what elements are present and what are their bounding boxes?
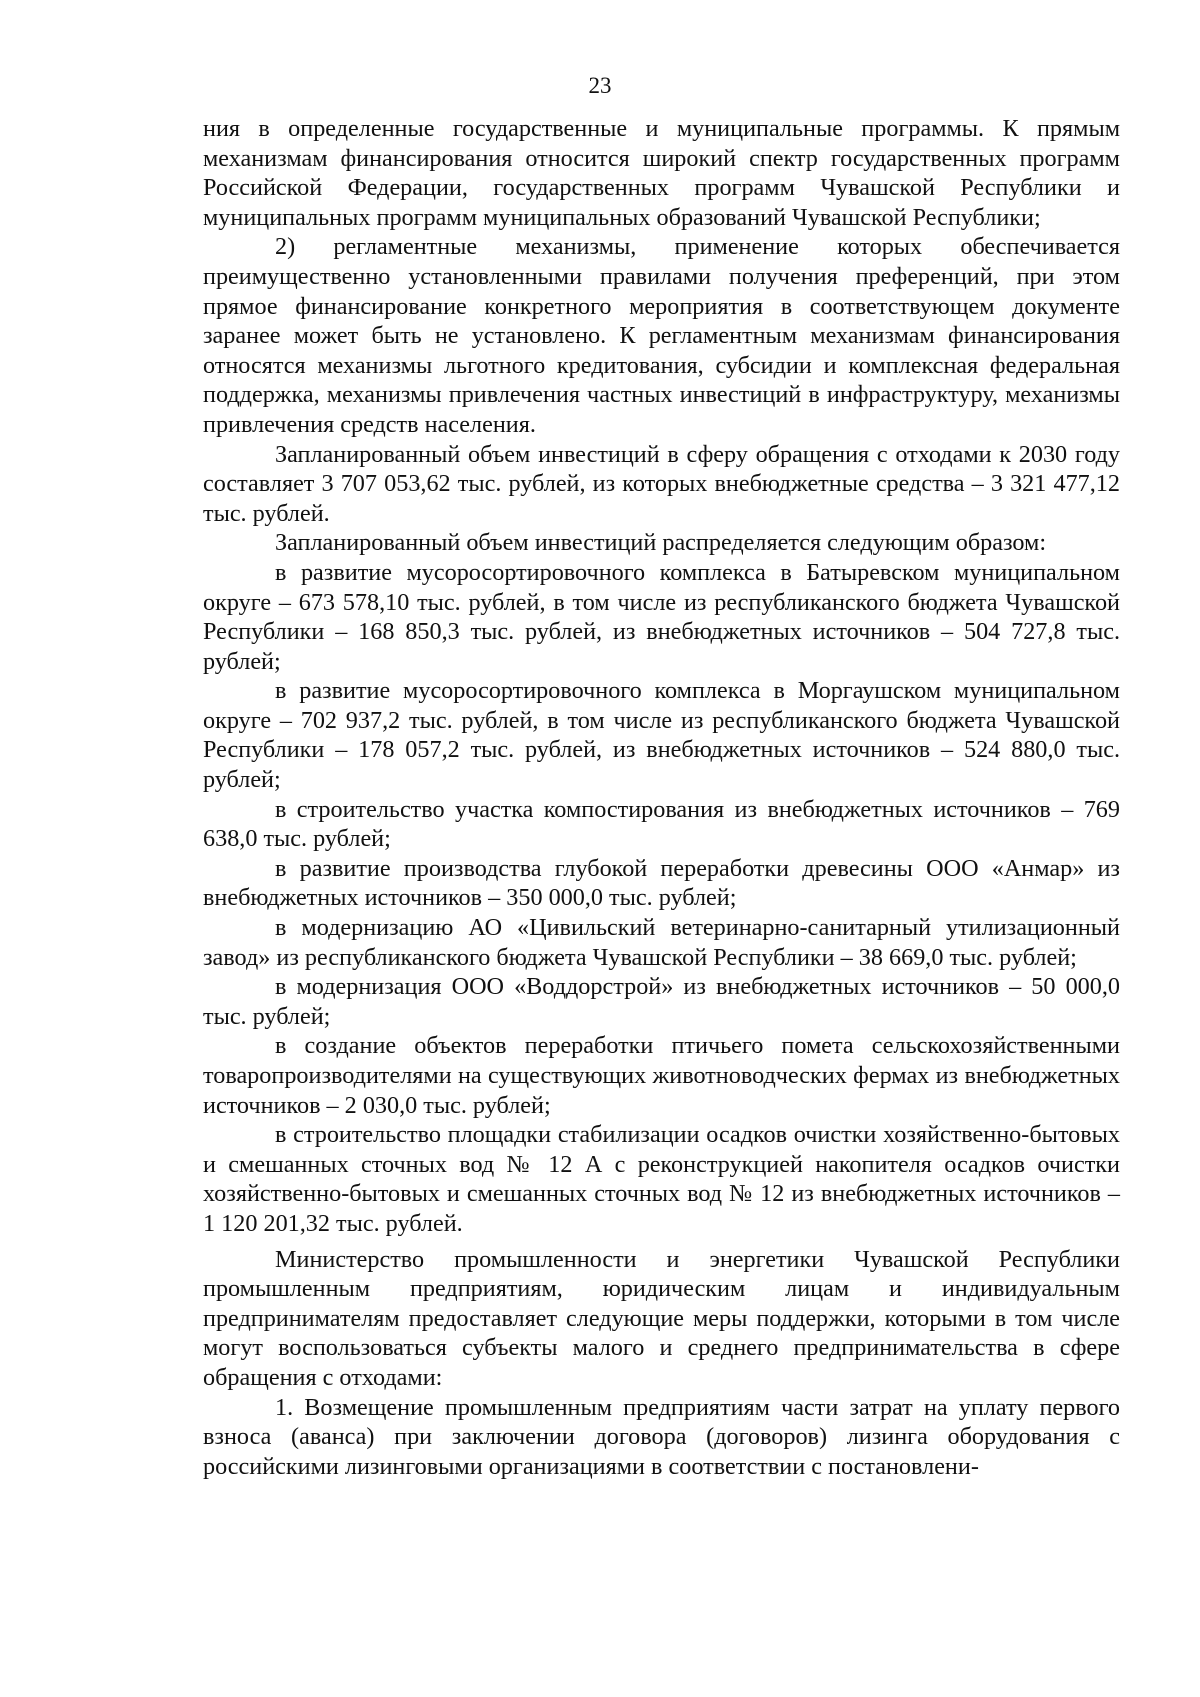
list-item-batyrevo-complex: в развитие мусоросортировочного комплекса в Батыревском муниципальном округе – 673 578,10 тыс. рублей, в том числе из республиканского бюджета Чувашской Республики – 168 850,3 тыс. рублей, из внебюджетных источников – 504 727,8 тыс. рублей;: [203, 558, 1120, 675]
paragraph-support-measure-1: 1. Возмещение промышленным предприятиям части затрат на уплату первого взноса (аванса) при заключении договора (договоров) лизинга оборудования с российскими лизинговыми организациями в соответствии с постановлени-: [203, 1393, 1120, 1480]
list-item-morgaushi-complex: в развитие мусоросортировочного комплекса в Моргаушском муниципальном округе – 702 937,2 тыс. рублей, в том числе из республиканского бюджета Чувашской Республики – 178 057,2 тыс. рублей, из внебюджетных источников – 524 880,0 тыс. рублей;: [203, 677, 1120, 794]
paragraph-planned-investment-total: Запланированный объем инвестиций в сферу обращения с отходами к 2030 году составляет 3 707 053,62 тыс. рублей, из которых внебюджетные средства – 3 321 477,12 тыс. рублей.: [203, 440, 1120, 527]
list-item-poultry-manure: в создание объектов переработки птичьего помета сельскохозяйственными товаропроизводителями на существующих животноводческих фермах из внебюджетных источников – 2 030,0 тыс. рублей;: [203, 1032, 1120, 1119]
list-item-sludge-stabilization: в строительство площадки стабилизации осадков очистки хозяйственно-бытовых и смешанных сточных вод № 12 А с реконструкцией накопителя осадков очистки хозяйственно-бытовых и смешанных сточных вод № 12 из внебюджетных источников – 1 120 201,32 тыс. рублей.: [203, 1121, 1120, 1237]
page-number: 23: [588, 73, 612, 98]
paragraph-continuation: ния в определенные государственные и муниципальные программы. К прямым механизмам финансирования относится широкий спектр государственных программ Российской Федерации, государственных программ Чувашской Республики и муниципальных программ муниципальных образований Чувашской Республики;: [203, 115, 1120, 231]
paragraph-investment-distribution: Запланированный объем инвестиций распределяется следующим образом:: [275, 529, 1047, 557]
list-item-tsivilsk-plant: в модернизацию АО «Цивильский ветеринарно-санитарный утилизационный завод» из республиканского бюджета Чувашской Республики – 38 669,0 тыс. рублей;: [203, 914, 1120, 971]
paragraph-ministry-support: Министерство промышленности и энергетики Чувашской Республики промышленным предприятиям, юридическим лицам и индивидуальным предпринимателям предоставляет следующие меры поддержки, которыми в том числе могут воспользоваться субъекты малого и среднего предпринимательства в сфере обращения с отходами:: [203, 1245, 1120, 1391]
list-item-anmar-wood-processing: в развитие производства глубокой переработки древесины ООО «Анмар» из внебюджетных источников – 350 000,0 тыс. рублей;: [203, 854, 1120, 912]
paragraph-regulatory-mechanisms: 2) регламентные механизмы, применение которых обеспечивается преимущественно установленными правилами получения преференций, при этом прямое финансирование конкретного мероприятия в соответствующем документе заранее может быть не установлено. К регламентным механизмам финансирования относятся механизмы льготного кредитования, субсидии и комплексная федеральная поддержка, механизмы привлечения частных инвестиций в инфраструктуру, механизмы привлечения средств населения.: [203, 233, 1120, 438]
list-item-composting-site: в строительство участка компостирования из внебюджетных источников – 769 638,0 тыс. рублей;: [203, 795, 1120, 853]
list-item-voddorstroy: в модернизация ООО «Воддорстрой» из внебюджетных источников – 50 000,0 тыс. рублей;: [203, 973, 1120, 1030]
document-body: [203, 114, 1120, 1481]
